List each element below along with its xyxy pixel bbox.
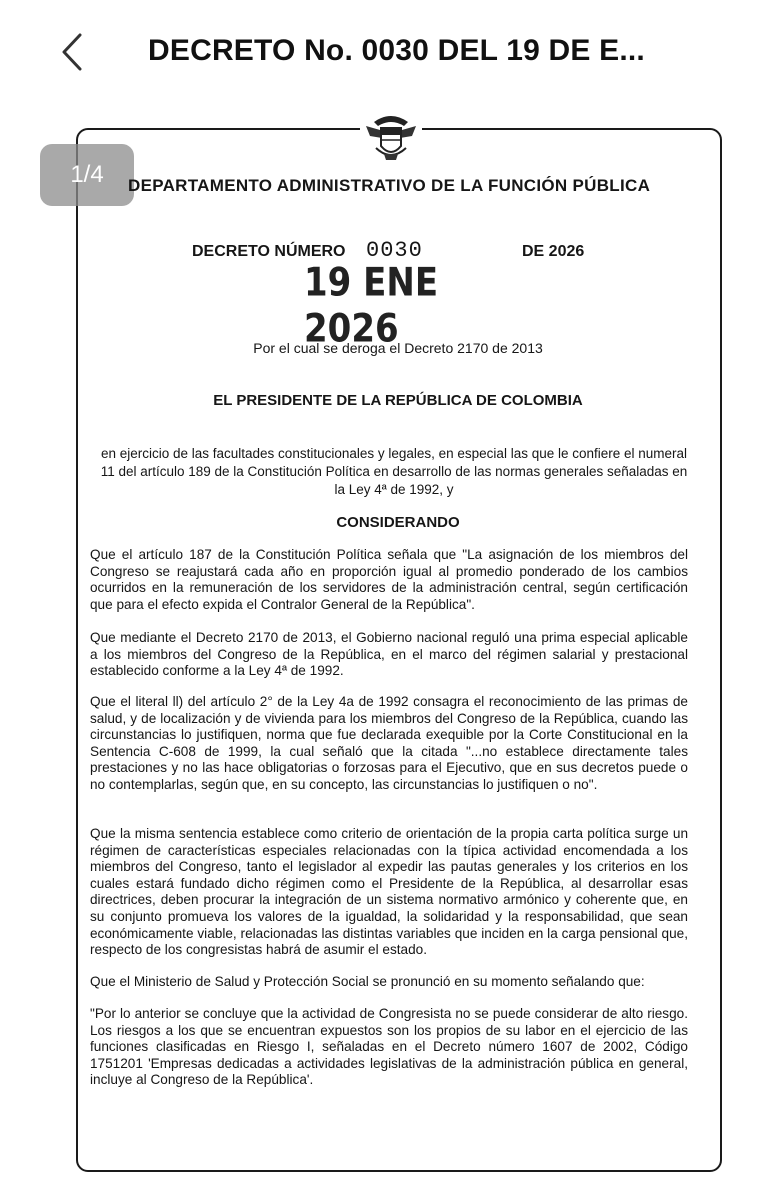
top-app-bar — [0, 0, 781, 104]
decreto-number: 0030 — [366, 238, 423, 263]
paragraph: Que la misma sentencia establece como criterio de orientación de la propia carta política surge un régimen de características especiales relacionadas con la típica actividad encomendada a los miembros del Congreso, tanto el legislador al expedir las pautas generales y los criterios en los cuales estará fundado dicho régimen como el Presidente de la República, al desarrollar esas directrices, deben procurar la integración de un sistema normativo armónico y coherente que, en su conjunto promueva los valores de la igualdad, la solidaridad y la responsabilidad, que sean económicamente viable, relacionadas las distintas variables que inciden en la carga pensional que, respecto de los congresistas habrá de asumir el estado. — [90, 826, 688, 958]
president-heading: EL PRESIDENTE DE LA REPÚBLICA DE COLOMBIA — [213, 392, 583, 409]
paragraph: Que el artículo 187 de la Constitución Política señala que "La asignación de los miembros del Congreso se reajustará cada año en proporción igual al promedio ponderado de los cambios ocurridos en la remuneración de los servidores de la administración central, según certificación que para el efecto expida el Contralor General de la República". — [90, 547, 688, 612]
facultades-paragraph: en ejercicio de las facultades constitucionales y legales, en especial las que le confiere el numeral 11 del artículo 189 de la Constitución Política en desarrollo de las normas generales señaladas en la Ley 4ª de 1992, y — [100, 446, 688, 497]
date-stamp: 19 ENE 2026 — [304, 260, 439, 352]
paragraph: "Por lo anterior se concluye que la actividad de Congresista no se puede considerar de alto riesgo. Los riesgos a los que se encuentran expuestos son los propios de su labor en el ejercicio de las funciones clasificadas en Riesgo I, señaladas en el Decreto número 1607 de 2002, Código 1751201 'Empresas dedicadas a actividades legislativas de la administración pública en general, incluye al Congreso de la República'. — [90, 1006, 688, 1088]
paragraph: Que el Ministerio de Salud y Protección Social se pronunció en su momento señalando que: — [90, 974, 645, 989]
considerando-heading: CONSIDERANDO — [336, 514, 460, 531]
decree-subtitle: Por el cual se deroga el Decreto 2170 de 2013 — [253, 340, 543, 356]
page-counter-badge[interactable]: 1/4 — [40, 144, 134, 206]
back-button[interactable] — [52, 30, 92, 74]
decreto-label: DECRETO NÚMERO — [192, 243, 346, 260]
paragraph: Que mediante el Decreto 2170 de 2013, el Gobierno nacional reguló una prima especial aplicable a los miembros del Congreso de la República, en el marco del régimen salarial y prestacional establecido conforme a la Ley 4ª de 1992. — [90, 630, 688, 679]
department-heading: DEPARTAMENTO ADMINISTRATIVO DE LA FUNCIÓN PÚBLICA — [128, 176, 651, 195]
coat-of-arms-icon — [360, 108, 422, 166]
paragraph: Que el literal ll) del artículo 2° de la Ley 4a de 1992 consagra el reconocimiento de las primas de salud, y de localización y de vivienda para los miembros del Congreso de la República, cuando las circunstancias lo justifiquen, norma que fue declarada exequible por la Corte Constitucional en la Sentencia C-608 de 1999, la cual señaló que la citada "...no establece directamente tales prestaciones y no las hace obligatorias o forzosas para el Ejecutivo, que en sus decretos puede o no contemplarlas, según que, en su concepto, las circunstancias lo justifiquen o no". — [90, 694, 688, 792]
page-title: DECRETO No. 0030 DEL 19 DE E... — [148, 34, 645, 67]
chevron-left-icon — [60, 32, 84, 72]
decreto-year: DE 2026 — [522, 243, 585, 260]
